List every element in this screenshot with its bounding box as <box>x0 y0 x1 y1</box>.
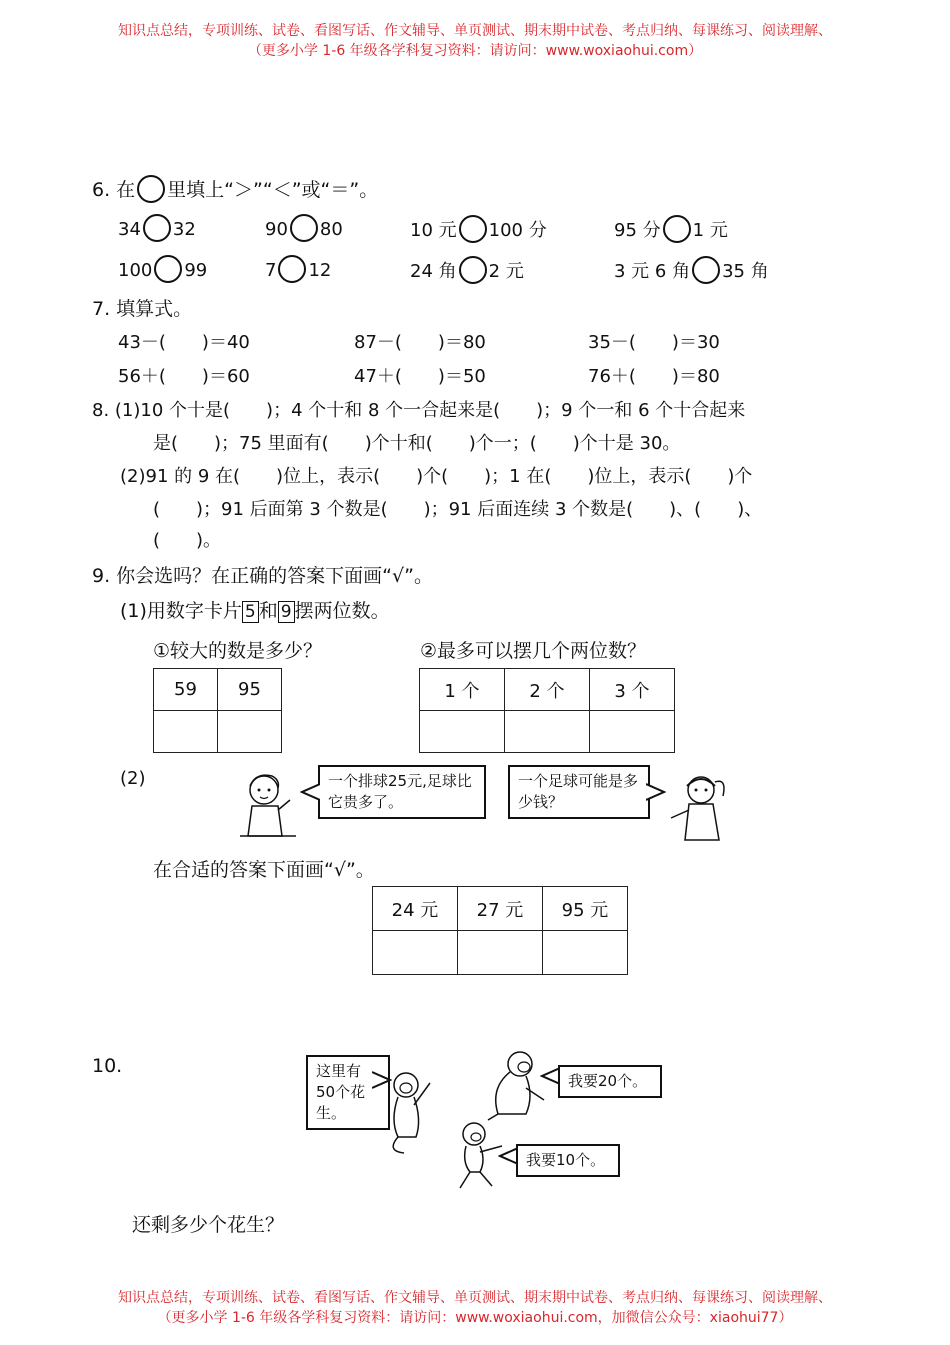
table-cell: 1 个 <box>420 669 505 711</box>
answer-table-price <box>372 886 628 975</box>
check-cell[interactable] <box>373 931 458 975</box>
compare-circle[interactable] <box>143 214 171 242</box>
check-cell[interactable] <box>458 931 543 975</box>
check-cell[interactable] <box>505 711 590 753</box>
boy-illustration <box>238 770 298 840</box>
compare-circle[interactable] <box>459 256 487 284</box>
q9-part2-label: (2) <box>120 768 146 789</box>
q7-equation[interactable]: 87－( )＝80 <box>354 332 486 353</box>
compare-circle[interactable] <box>663 215 691 243</box>
q9-part1-text: (1)用数字卡片 <box>120 600 242 622</box>
table-cell: 95 元 <box>543 887 628 931</box>
speech-bubble-girl: 一个足球可能是多少钱？ <box>508 765 650 819</box>
table-cell: 24 元 <box>373 887 458 931</box>
answer-table-count <box>419 668 675 753</box>
check-cell[interactable] <box>154 711 218 753</box>
table-cell: 3 个 <box>590 669 675 711</box>
q7-equation[interactable]: 47＋( )＝50 <box>354 366 486 387</box>
blank-circle[interactable] <box>137 175 165 203</box>
header-line-2: （更多小学 1-6 年级各学科复习资料：请访问：www.woxiaohui.com） <box>247 43 703 59</box>
compare-circle[interactable] <box>692 256 720 284</box>
q6-item: 3 元 6 角 35 角 <box>614 257 769 286</box>
q8-part2-line2: ( )；91 后面第 3 个数是( )；91 后面连续 3 个数是( )、( )、 <box>153 499 763 520</box>
table-cell: 95 <box>218 669 282 711</box>
q6-title <box>92 175 378 205</box>
q6-title-a: 6. 在 <box>92 179 136 201</box>
check-cell[interactable] <box>420 711 505 753</box>
q9-part1-and: 和 <box>258 600 278 622</box>
q9-part1 <box>120 596 390 623</box>
q7-equation[interactable]: 76＋( )＝80 <box>588 366 720 387</box>
q10-label: 10. <box>92 1055 123 1077</box>
compare-circle[interactable] <box>278 255 306 283</box>
q8-part2-line1: (2)91 的 9 在( )位上，表示( )个( )；1 在( )位上，表示( )个 <box>120 466 753 487</box>
answer-table-larger-number <box>153 668 282 753</box>
speech-bubble-monkey-2: 我要20个。 <box>558 1065 662 1098</box>
footer-line-2: （更多小学 1-6 年级各学科复习资料：请访问：www.woxiaohui.com，加微信公众号：xiaohui77） <box>157 1310 793 1326</box>
bubble-pointer-icon <box>498 1146 518 1166</box>
q6-item: 95 分 1 元 <box>614 216 728 245</box>
monkey-illustration <box>380 1065 440 1157</box>
table-cell: 27 元 <box>458 887 543 931</box>
header-line-1: 知识点总结，专项训练、试卷、看图写话、作文辅导、单页测试、期末期中试卷、考点归纳、每课练习、阅读理解、 <box>118 23 832 39</box>
check-cell[interactable] <box>590 711 675 753</box>
q9-instruction: 在合适的答案下面画“√”。 <box>153 859 375 881</box>
q8-part1-line2: 是( )；75 里面有( )个十和( )个一；( )个十是 30。 <box>153 433 681 454</box>
bubble-pointer-icon <box>646 782 666 802</box>
speech-bubble-boy: 一个排球25元,足球比它贵多了。 <box>318 765 486 819</box>
q6-item: 10 元 100 分 <box>410 216 547 245</box>
q7-equation[interactable]: 56＋( )＝60 <box>118 366 250 387</box>
q6-item: 7 12 <box>265 257 331 285</box>
girl-illustration <box>665 768 735 843</box>
bubble-pointer-icon <box>300 782 320 802</box>
speech-bubble-monkey-3: 我要10个。 <box>516 1144 620 1177</box>
q6-title-b: 里填上“＞”“＜”或“＝”。 <box>167 179 379 201</box>
q6-item: 24 角 2 元 <box>410 257 524 286</box>
footer-line-1: 知识点总结，专项训练、试卷、看图写话、作文辅导、单页测试、期末期中试卷、考点归纳、每课练习、阅读理解、 <box>118 1290 832 1306</box>
check-cell[interactable] <box>218 711 282 753</box>
q6-item: 34 32 <box>118 216 196 244</box>
q9-sub2: ②最多可以摆几个两位数？ <box>420 640 647 662</box>
bubble-pointer-icon <box>540 1066 560 1086</box>
compare-circle[interactable] <box>459 215 487 243</box>
q8-part2-line3: ( )。 <box>153 530 222 551</box>
q6-item: 90 80 <box>265 216 343 244</box>
q9-title: 9. 你会选吗？在正确的答案下面画“√”。 <box>92 565 433 587</box>
digit-card-5: 5 <box>242 601 259 623</box>
q7-equation[interactable]: 43－( )＝40 <box>118 332 250 353</box>
q8-part1-line1: 8. (1)10 个十是( )；4 个十和 8 个一合起来是( )；9 个一和 6 个十合起来 <box>92 400 746 421</box>
table-cell: 2 个 <box>505 669 590 711</box>
table-cell: 59 <box>154 669 218 711</box>
compare-circle[interactable] <box>154 255 182 283</box>
q7-title: 7. 填算式。 <box>92 298 193 320</box>
check-cell[interactable] <box>543 931 628 975</box>
q7-equation[interactable]: 35－( )＝30 <box>588 332 720 353</box>
speech-bubble-monkey-1: 这里有50个花生。 <box>306 1055 390 1130</box>
q6-item: 100 99 <box>118 257 207 285</box>
compare-circle[interactable] <box>290 214 318 242</box>
q9-sub1: ①较大的数是多少？ <box>153 640 323 662</box>
digit-card-9: 9 <box>278 601 295 623</box>
q10-question: 还剩多少个花生？ <box>132 1214 285 1236</box>
q9-part1-end: 摆两位数。 <box>294 600 390 622</box>
